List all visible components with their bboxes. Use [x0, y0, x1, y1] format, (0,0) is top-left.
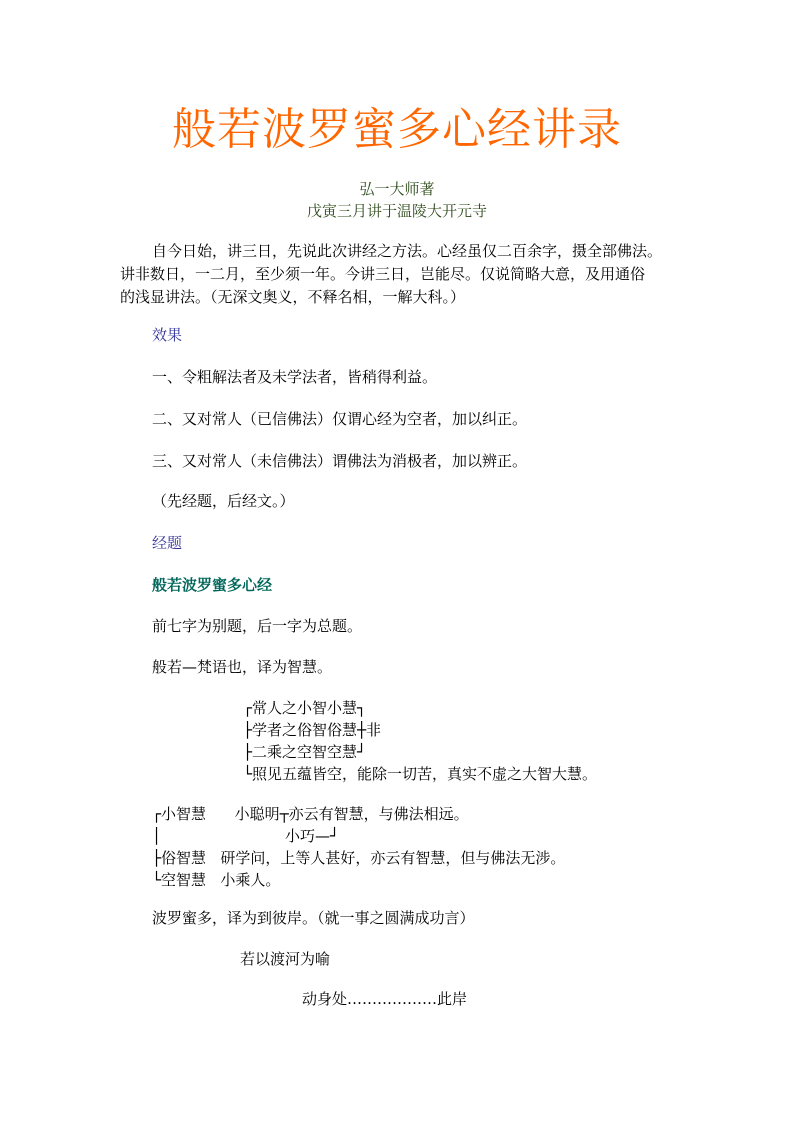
wisdom-tree-row-4: └照见五蕴皆空，能除一切苦，真实不虚之大智大慧。	[243, 765, 598, 783]
page-title: 般若波罗蜜多心经讲录	[172, 104, 622, 155]
sutra-name: 般若波罗蜜多心经	[152, 576, 273, 594]
intro-line-2: 讲非数日，一二月，至少须一年。今讲三日，岂能尽。仅说简略大意，及用通俗	[120, 265, 646, 283]
sutra-explain-1: 前七字为别题，后一字为总题。	[152, 617, 363, 635]
effect-item-1: 一、令粗解法者及未学法者，皆稍得利益。	[152, 368, 438, 386]
occasion: 戊寅三月讲于温陵大开元寺	[306, 202, 487, 220]
intro-line-3: 的浅显讲法。（无深文奥义，不释名相，一解大科。）	[120, 288, 466, 306]
wisdom-types-row-1: ┌小智慧 小聪明┬亦云有智慧，与佛法相远。	[152, 805, 469, 823]
paramita-line: 波罗蜜多，译为到彼岸。（就一事之圆满成功言）	[152, 909, 475, 927]
river-analogy: 若以渡河为喻	[240, 950, 331, 968]
effects-note: （先经题，后经文。）	[152, 492, 295, 510]
wisdom-types-row-4: └空智慧 小乘人。	[152, 871, 281, 889]
wisdom-tree-row-1: ┌常人之小智小慧┐	[243, 699, 367, 717]
effect-item-2: 二、又对常人（已信佛法）仅谓心经为空者，加以纠正。	[152, 410, 528, 428]
departure-point: 动身处………………此岸	[302, 990, 468, 1008]
wisdom-types-row-3: ├俗智慧 研学问，上等人甚好，亦云有智慧，但与佛法无涉。	[152, 849, 566, 867]
sutra-explain-2: 般若—梵语也，译为智慧。	[152, 658, 333, 676]
sutra-title-heading: 经题	[152, 534, 183, 552]
effects-heading: 效果	[152, 326, 183, 344]
wisdom-types-row-2: │ 小巧—┘	[152, 827, 340, 845]
author: 弘一大师著	[359, 180, 435, 198]
wisdom-tree-row-3: ├二乘之空智空慧┘	[243, 743, 367, 761]
effect-item-3: 三、又对常人（未信佛法）谓佛法为消极者，加以辨正。	[152, 452, 528, 470]
wisdom-tree-row-2: ├学者之俗智俗慧┼非	[243, 721, 382, 739]
intro-line-1: 自今日始，讲三日，先说此次讲经之方法。心经虽仅二百余字，摄全部佛法。	[152, 242, 663, 260]
